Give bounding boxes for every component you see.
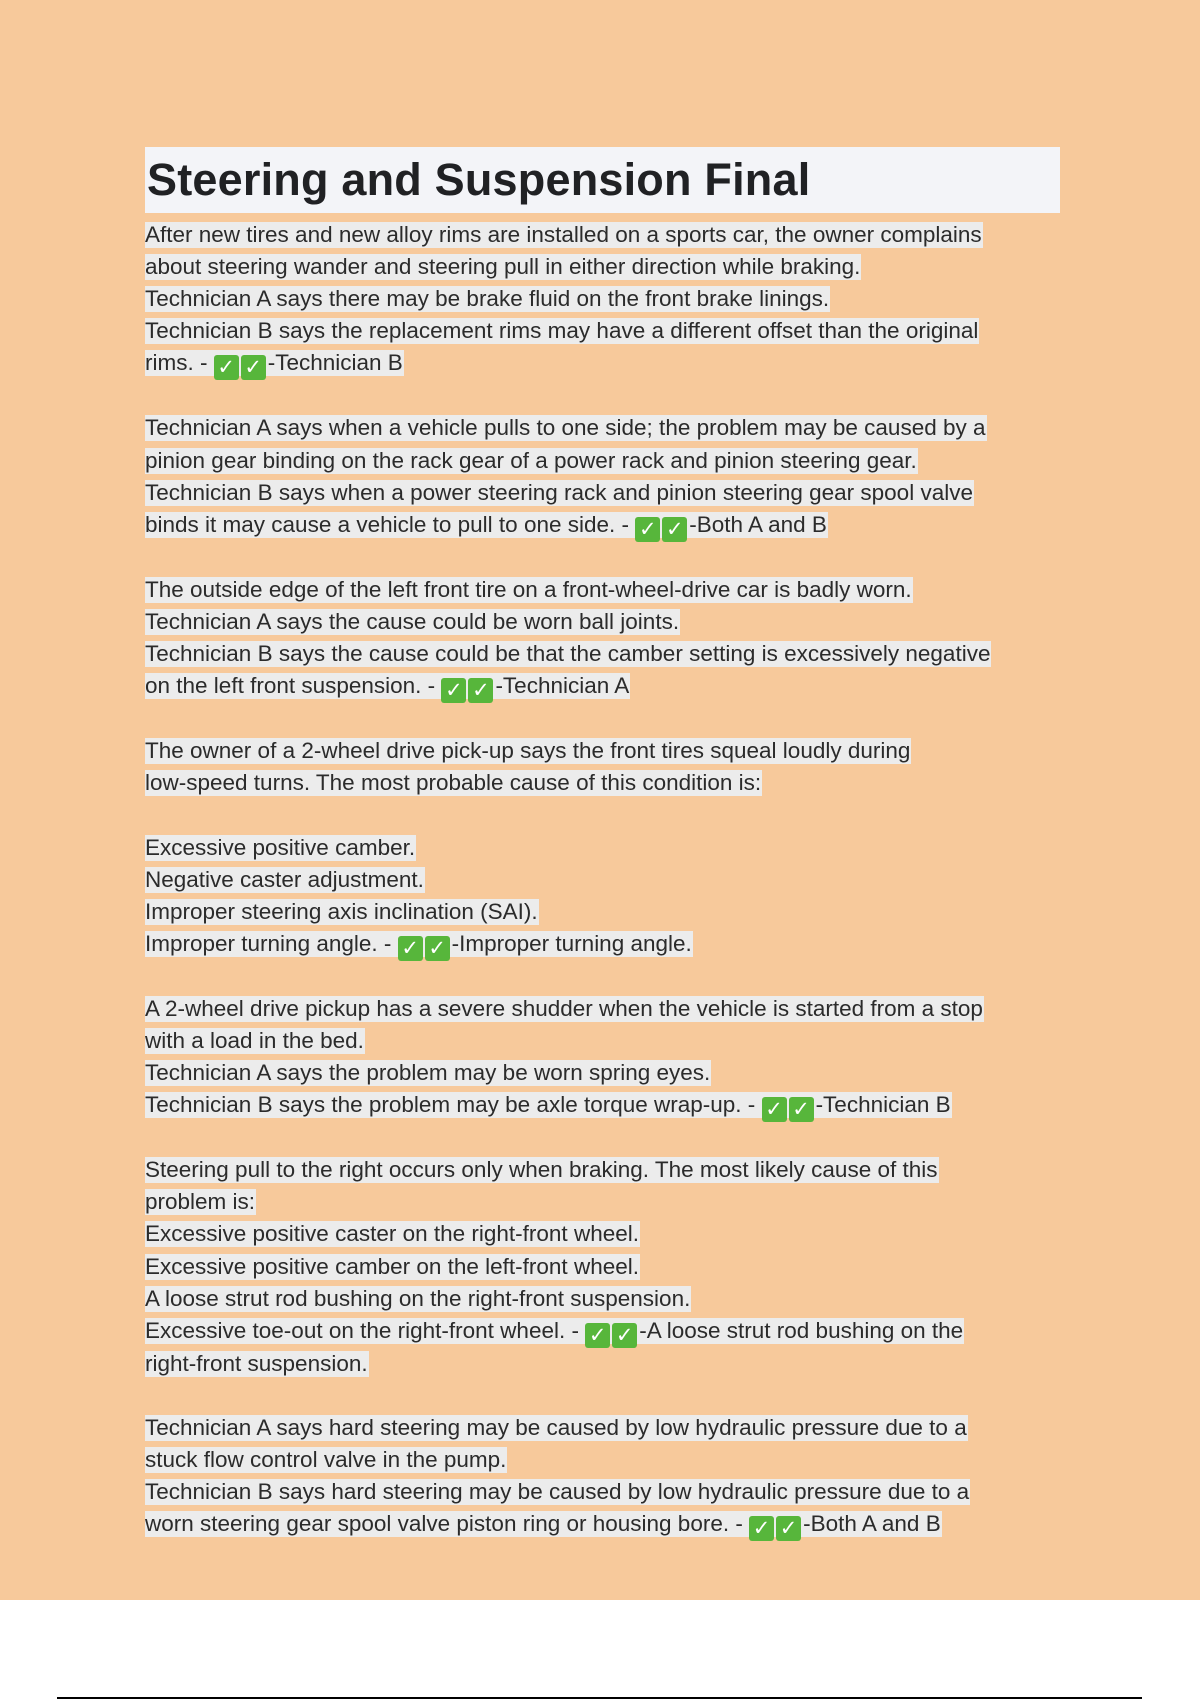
answer-text: -Technician B xyxy=(815,1092,951,1118)
footer-divider xyxy=(57,1697,1142,1699)
question-line: A 2-wheel drive pickup has a severe shudder when the vehicle is started from a stop xyxy=(145,995,983,1021)
answer-text: -Improper turning angle. xyxy=(451,930,692,956)
option-line: Excessive positive camber on the left-front wheel. xyxy=(145,1253,639,1279)
answer-text: -A loose strut rod bushing on the xyxy=(639,1317,964,1343)
check-icon: ✓ xyxy=(585,1323,610,1348)
check-icon: ✓ xyxy=(398,936,423,961)
answer-text: -Technician B xyxy=(267,350,403,376)
check-icon: ✓ xyxy=(241,355,266,380)
title-bar xyxy=(145,147,1060,213)
question-line: The owner of a 2-wheel drive pick-up says the front tires squeal loudly during xyxy=(145,738,911,764)
question-line: problem is: xyxy=(145,1189,256,1215)
answer-text: -Technician A xyxy=(495,673,630,699)
answer-line: Technician B says the problem may be axle torque wrap-up. - ✓ ✓ -Technician B xyxy=(145,1092,951,1122)
question-line: stuck flow control valve in the pump. xyxy=(145,1447,507,1472)
question-line: low-speed turns. The most probable cause of this condition is: xyxy=(145,770,762,796)
check-icon: ✓ xyxy=(214,355,239,380)
question-line: Technician A says the problem may be worn spring eyes. xyxy=(145,1060,711,1086)
page-title: Steering and Suspension Final xyxy=(147,154,811,205)
answer-line: on the left front suspension. - ✓ ✓ -Technician A xyxy=(145,673,630,703)
question-line: The outside edge of the left front tire on a front-wheel-drive car is badly worn. xyxy=(145,576,912,602)
option-line: Negative caster adjustment. xyxy=(145,866,424,892)
option-line: A loose strut rod bushing on the right-front suspension. xyxy=(145,1285,691,1311)
question-line: Technician A says hard steering may be caused by low hydraulic pressure due to a xyxy=(145,1414,967,1440)
check-icon: ✓ xyxy=(749,1516,774,1541)
answer-line: right-front suspension. xyxy=(145,1350,368,1376)
check-icon: ✓ xyxy=(612,1323,637,1348)
answer-text: -Both A and B xyxy=(803,1511,941,1537)
answer-line: worn steering gear spool valve piston ring or housing bore. - ✓ ✓ -Both A and B xyxy=(145,1511,941,1541)
document-content xyxy=(145,147,1060,1541)
question-line: After new tires and new alloy rims are installed on a sports car, the owner complains xyxy=(145,222,982,247)
question-line: with a load in the bed. xyxy=(145,1027,364,1053)
question-line: Technician A says when a vehicle pulls to one side; the problem may be caused by a xyxy=(145,415,986,441)
check-icon: ✓ xyxy=(662,517,687,542)
answer-line: Improper turning angle. - ✓ ✓ -Improper turning angle. xyxy=(145,930,692,960)
check-icon: ✓ xyxy=(762,1097,787,1122)
check-icon: ✓ xyxy=(776,1516,801,1541)
check-icon: ✓ xyxy=(441,678,466,703)
check-icon: ✓ xyxy=(425,936,450,961)
question-line: Technician A says the cause could be worn ball joints. xyxy=(145,608,680,634)
check-icon: ✓ xyxy=(468,678,493,703)
question-line: Technician B says when a power steering rack and pinion steering gear spool valve xyxy=(145,479,973,505)
answer-line: binds it may cause a vehicle to pull to one side. - ✓ ✓ -Both A and B xyxy=(145,511,827,541)
question-line: Technician B says the replacement rims may have a different offset than the original xyxy=(145,318,979,344)
answer-text: -Both A and B xyxy=(689,511,827,537)
document-body xyxy=(145,219,1060,1541)
question-line: pinion gear binding on the rack gear of a power rack and pinion steering gear. xyxy=(145,447,917,473)
check-icon: ✓ xyxy=(635,517,660,542)
question-line: Technician B says hard steering may be caused by low hydraulic pressure due to a xyxy=(145,1479,970,1505)
question-line: about steering wander and steering pull in either direction while braking. xyxy=(145,254,861,280)
option-line: Improper steering axis inclination (SAI). xyxy=(145,898,538,924)
option-line: Excessive positive camber. xyxy=(145,834,416,860)
option-line: Excessive positive caster on the right-front wheel. xyxy=(145,1221,639,1247)
question-line: Technician B says the cause could be that the camber setting is excessively negative xyxy=(145,641,991,667)
answer-line: rims. - ✓ ✓ -Technician B xyxy=(145,350,403,380)
question-line: Technician A says there may be brake fluid on the front brake linings. xyxy=(145,286,830,312)
answer-line: Excessive toe-out on the right-front wheel. - ✓ ✓ -A loose strut rod bushing on the xyxy=(145,1317,964,1347)
check-icon: ✓ xyxy=(789,1097,814,1122)
question-line: Steering pull to the right occurs only when braking. The most likely cause of this xyxy=(145,1157,938,1183)
